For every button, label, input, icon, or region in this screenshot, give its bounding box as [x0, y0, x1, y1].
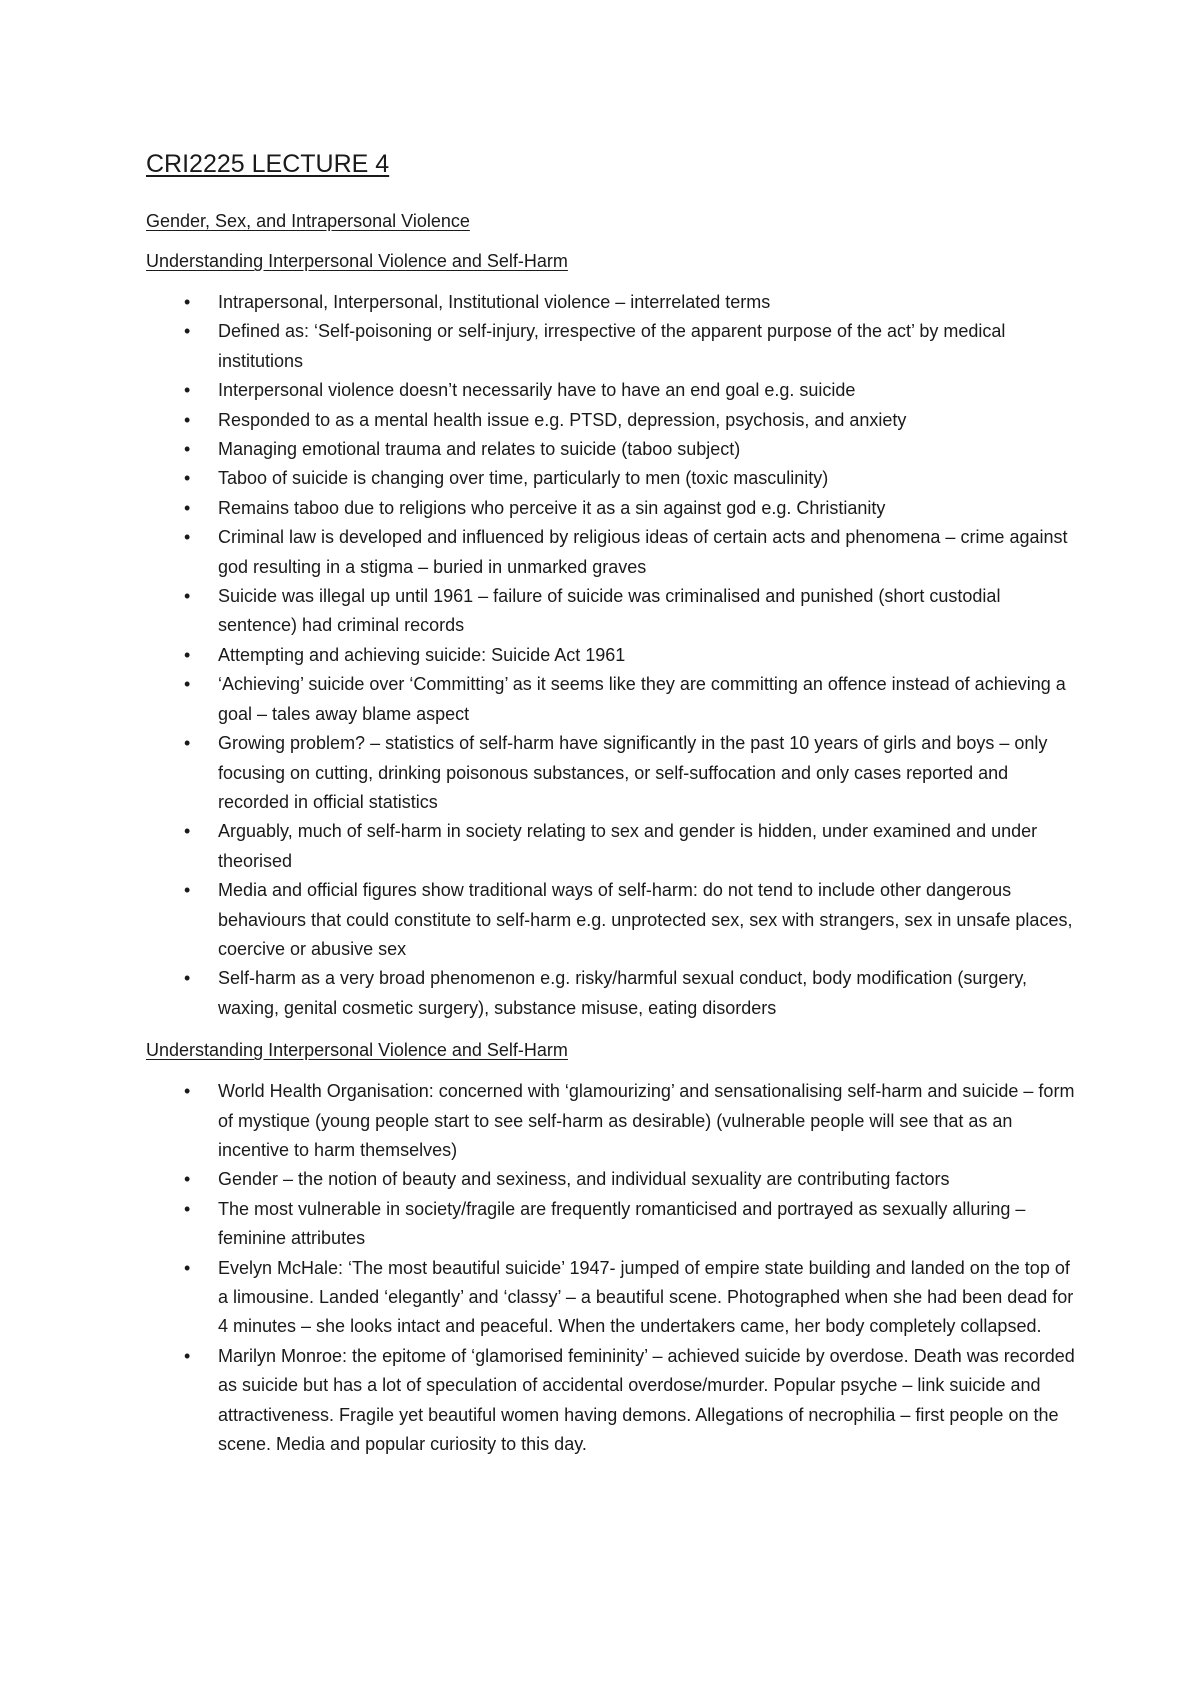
bullet-icon: •: [184, 1345, 191, 1366]
list-item: [146, 435, 1076, 464]
list-item: [146, 817, 1076, 876]
list-item-text: Managing emotional trauma and relates to suicide (taboo subject): [218, 439, 741, 460]
list-item: [146, 964, 1076, 1023]
list-item-text: Media and official figures show traditional ways of self-harm: do not tend to include other dangerous behaviours that could constitute to self-harm e.g. unprotected sex, sex with strangers, sex in unsafe places, coercive or abusive sex: [218, 880, 1073, 959]
list-item-text: Defined as: ‘Self-poisoning or self-injury, irrespective of the apparent purpose of the act’ by medical institutions: [218, 321, 1006, 371]
list-item: [146, 876, 1076, 964]
list-item: [146, 1195, 1076, 1254]
list-item: [146, 641, 1076, 670]
list-item: [146, 464, 1076, 493]
bullet-icon: •: [184, 880, 191, 901]
list-item: [146, 1077, 1076, 1165]
list-item-text: Attempting and achieving suicide: Suicide Act 1961: [218, 644, 626, 665]
list-item-text: ‘Achieving’ suicide over ‘Committing’ as it seems like they are committing an offence instead of achieving a goal – tales away blame aspect: [218, 674, 1066, 724]
bullet-icon: •: [184, 380, 191, 401]
list-item: [146, 317, 1076, 376]
list-item-text: Remains taboo due to religions who perceive it as a sin against god e.g. Christianity: [218, 497, 886, 518]
list-item-text: Taboo of suicide is changing over time, particularly to men (toxic masculinity): [218, 468, 829, 489]
list-item: [146, 670, 1076, 729]
bullet-icon: •: [184, 968, 191, 989]
bullet-icon: •: [184, 409, 191, 430]
bullet-icon: •: [184, 1257, 191, 1278]
list-item: [146, 406, 1076, 435]
bullet-icon: •: [184, 292, 191, 312]
list-item: [146, 494, 1076, 523]
list-item-text: The most vulnerable in society/fragile are frequently romanticised and portrayed as sexually alluring – feminine attributes: [218, 1198, 1026, 1249]
list-item: [146, 582, 1076, 641]
list-item: [146, 523, 1076, 582]
list-item: [146, 1254, 1076, 1342]
bullet-icon: •: [184, 674, 191, 695]
bullet-icon: •: [184, 439, 191, 460]
bullet-icon: •: [184, 821, 191, 842]
bullet-icon: •: [184, 1081, 191, 1102]
list-item: [146, 288, 1076, 317]
list-item-text: Self-harm as a very broad phenomenon e.g. risky/harmful sexual conduct, body modification (surgery, waxing, genital cosmetic surgery), substance misuse, eating disorders: [218, 968, 1028, 1018]
list-item-text: Gender – the notion of beauty and sexiness, and individual sexuality are contributing factors: [218, 1169, 950, 1190]
list-item-text: Responded to as a mental health issue e.g. PTSD, depression, psychosis, and anxiety: [218, 409, 907, 430]
list-item: [146, 376, 1076, 405]
document-subtitle: Gender, Sex, and Intrapersonal Violence: [146, 211, 470, 231]
bullet-icon: •: [184, 733, 191, 754]
document-page: [146, 146, 1076, 1473]
list-item: [146, 1165, 1076, 1194]
list-item: [146, 1342, 1076, 1460]
bullet-icon: •: [184, 644, 191, 665]
list-item-text: Growing problem? – statistics of self-harm have significantly in the past 10 years of girls and boys – only focusing on cutting, drinking poisonous substances, or self-suffocation and only cases reported and recorded in official statistics: [218, 733, 1048, 812]
list-item-text: Evelyn McHale: ‘The most beautiful suicide’ 1947- jumped of empire state building and landed on the top of a limousine. Landed ‘elegantly’ and ‘classy’ – a beautiful scene. Photographed when she had been dead for 4 minutes – she looks intact and peaceful. When the undertakers came, her body completely collapsed.: [218, 1257, 1074, 1337]
bullet-icon: •: [184, 1198, 191, 1219]
list-item-text: Intrapersonal, Interpersonal, Institutional violence – interrelated terms: [218, 292, 771, 312]
bullet-list: [146, 288, 1076, 1023]
sections-container: [146, 248, 1076, 1459]
list-item-text: Interpersonal violence doesn’t necessarily have to have an end goal e.g. suicide: [218, 380, 856, 401]
bullet-icon: •: [184, 468, 191, 489]
document-title: CRI2225 LECTURE 4: [146, 150, 390, 178]
list-item-text: Suicide was illegal up until 1961 – failure of suicide was criminalised and punished (short custodial sentence) had criminal records: [218, 586, 1001, 636]
bullet-icon: •: [184, 497, 191, 518]
list-item: [146, 729, 1076, 817]
bullet-icon: •: [184, 527, 191, 548]
bullet-list: [146, 1077, 1076, 1459]
list-item-text: Marilyn Monroe: the epitome of ‘glamorised femininity’ – achieved suicide by overdose. Death was recorded as suicide but has a lot of speculation of accidental overdose/murder. Popular psyche – link suicide and attractiveness. Fragile yet beautiful women having demons. Allegations of necrophilia – first people on the scene. Media and popular curiosity to this day.: [218, 1345, 1075, 1455]
list-item-text: World Health Organisation: concerned with ‘glamourizing’ and sensationalising self-harm and suicide – form of mystique (young people start to see self-harm as desirable) (vulnerable people will see that as an incentive to harm themselves): [218, 1081, 1075, 1160]
list-item-text: Criminal law is developed and influenced by religious ideas of certain acts and phenomena – crime against god resulting in a stigma – buried in unmarked graves: [218, 527, 1068, 577]
bullet-icon: •: [184, 586, 191, 607]
bullet-icon: •: [184, 321, 191, 342]
section-heading: Understanding Interpersonal Violence and Self-Harm: [146, 1040, 568, 1061]
bullet-icon: •: [184, 1169, 191, 1190]
list-item-text: Arguably, much of self-harm in society relating to sex and gender is hidden, under examined and under theorised: [218, 821, 1038, 871]
section-heading: Understanding Interpersonal Violence and Self-Harm: [146, 251, 568, 271]
